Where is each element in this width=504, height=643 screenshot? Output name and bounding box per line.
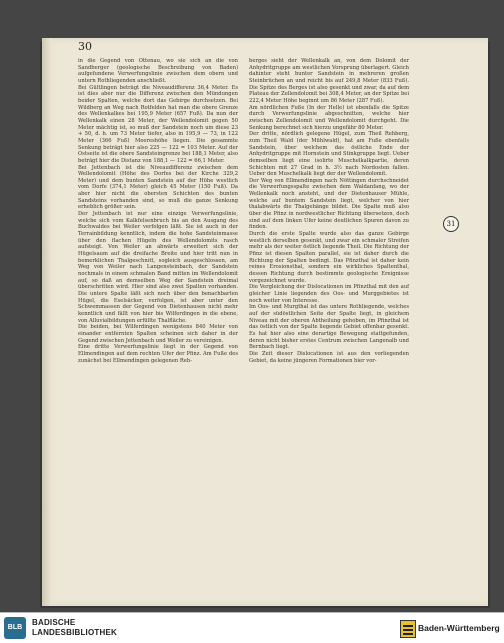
paragraph: Die Vergleichung der Dislocationen im Pfinzthal mit den auf gleicher Linie liegenden des Oos- und Murggebietes ist noch weiter von Interesse.: [249, 284, 409, 304]
paragraph: Der dritte, nördlich gelegene Hügel, zum Theil Rehberg, zum Theil Wald (der Mühlwald), hat am Fuße ebenfalls Sandstein, über welchem das östliche Ende der Anhydritgruppe mit Hornstein und Stinkgruppe liegt. Ueber demselben liegt eine isolirte Muschelkalkpartie, deren Schichten mit 27 Grad in h. 3½ nach Nordosten fallen. Ueber den Muschelkalk liegt der der Wellendolomit.: [249, 131, 409, 178]
paragraph: Der Weg von Ellmendingen nach Nöttingen durchschneidet die Verwerfungsspalte zwischen dem Waldanfang, wo der Wellenkalk noch ansteht, und der Dietenhauser Mühle, welche auf buntem Sandstein liegt, welcher von hier thalabwärts die Thalgehänge bildet. Die Spalte muß also über die Pfinz in nordwestlicher Richtung übersetzen, doch sind auf dem linken Ufer keine deutlichen Spuren davon zu finden.: [249, 177, 409, 231]
blb-logo[interactable]: BLB: [4, 617, 26, 639]
library-name-line1: BADISCHE: [32, 618, 76, 627]
margin-page-marker[interactable]: 31: [443, 216, 459, 232]
paragraph: Die Zeit dieser Dislocationen ist aus den vorliegenden Gebiet, da keine jüngeren Formationen hier vor-: [249, 350, 409, 364]
paragraph: Am nördlichen Fuße (In der Helle) ist ebenfalls die Spitze durch Verwerfungslinie abgeschnitten, welche hier zwischen Zellendolomit und Wellendolomit durchgeht. Die Senkung berechnet sich hierzu ungefähr 80 Meter.: [249, 104, 409, 131]
page-gutter: [42, 38, 52, 606]
text-column-left: [78, 58, 238, 364]
footer-bar: [0, 612, 504, 643]
paragraph: Die beiden, bei Wilferdingen wenigstens 840 Meter von einander entfernten Spalten scheinen sich daher in der Gegend zwischen Jettenbach und Weiler zu vereinigen.: [78, 324, 238, 344]
paragraph: Bei Jettenbach ist die Niveaudifferenz zwischen dem Wellendolomit (Höhe des Dorfes bei der Kirche 329,2 Meter) und dem bunten Sandstein auf der Höhe westlich vom Dorfe (374,1 Meter) gleich 45 Meter (150 Fuß). Da aber hier nicht die obersten Schichten des bunten Sandsteins vorhanden sind, so muß die ganze Senkung erheblich größer sein.: [78, 164, 238, 211]
paragraph: Durch die erste Spalte wurde also das ganze Gebirge westlich derselben gesenkt, und zwar ein schmaler Streifen mehr als der weiter östlich liegende Theil. Die Richtung der Pfinz ist diesen Spalten parallel, sie ist daher durch die Richtung der Spalten bedingt. Das Pfinzthal ist daher kein reines Erosionsthal, sondern ein wirkliches Spaltenthal, dessen Richtung durch bestimmte geologische Ereignisse vorgezeichnet wurde.: [249, 231, 409, 284]
paragraph: in die Gegend von Ottenau, wo sie sich an die von Sandberger (geologische Beschreibung von Baden) aufgefundene Verwerfungslinie zwischen dem obern und untern Rothliegenden anschließt.: [78, 58, 238, 84]
library-name-line2: LANDESBIBLIOTHEK: [32, 628, 117, 637]
text-column-right: [249, 58, 409, 364]
paragraph: Im Oos- und Murgthal ist das untere Rothliegende, welches auf der südöstlichen Seite der Spalte liegt, in gleichem Niveau mit der oberen Abtheilung gehoben, im Pfinzthal ist das östlich von der Spalte liegende Gebiet offenbar gesenkt. Es hat hier also eine derartige Bewegung stattgefunden, deren nicht bisher erstes Centrum zwischen Langenalb und Bernbach liegt.: [249, 304, 409, 351]
crest-icon: [400, 620, 416, 638]
library-name: [32, 618, 117, 638]
paragraph: Eine dritte Verwerfungslinie liegt in der Gegend von Ellmendingen auf dem rechten Ufer der Pfinz. Am Fuße des zunächst bei Ellmendingen gelegenen Reh-: [78, 344, 238, 364]
partner-name[interactable]: Baden-Württemberg: [418, 623, 500, 633]
paragraph: berges sieht der Wellenkalk an, von dem Dolomit der Anhydritgruppe am westlichen Vorsprung überlagert. Gleich dahinter steht bunter Sandstein in mehreren großen Steinbrüchen an und reicht bis auf 249,8 Meter (833 Fuß). Die Spitze des Berges ist also gesenkt und zwar, da auf dem Plateau der Zellendolomit bei 308,4 Meter, an der Spitze bei 222,4 Meter Höhe beginnt um 86 Meter (287 Fuß).: [249, 58, 409, 104]
paragraph: Der Jettenbach ist nur eine einzige Verwerfungslinie, welche sich vom Kalkfelsenbruch bis an den Ausgang des Buchwaldes bei Weiler verfolgen läßt. Sie ist auch in der Terrainbildung kenntlich, indem die hohe Sandsteinmasse über den flachen Hügeln des Wellendolomits rasch aufsteigt. Von Weiler an abwärts erweitert sich der Hügelsaum auf die dreifache Breite und hier tritt nun in bemerklichen Thalgeschnitt, sogleich ausgeschlossen, am Weg von Weiler nach Langensteinbach, der Sandstein nochmals in einem schmalen Band mitten im Wellendolomit auf, so daß an demselben Weg der Sandstein dreimal überschritten wird. Hier sind also zwei Spalten vorhanden. Die untere Spalte läßt sich noch über den benachbarten Hügel, die Eselsäcker, verfolgen, ist aber unter den Schwemmassen der Gegend von Dietenhausen nicht mehr kenntlich und fällt von hier bis Wilferdingen in die ebene, von Alluvialbildungen erfüllte Thalfläche.: [78, 211, 238, 324]
page-number: 30: [78, 40, 92, 53]
paragraph: Bei Gültlingen beträgt die Niveaudifferenz 36,4 Meter. Es ist dies aber nur die Differenz zwischen den Mündungen beider Spalten, welche dort das Gebirge durchsetzen. Bei Wildberg an Weg nach Rotfelden hat man die obere Grenze des Wellenkalkes bei 195,9 Meter (657 Fuß). Da nun der Wellenkalk einen 28 Meter, der Wellendolomit gegen 50 Meter mächtig ist, so muß der Sandstein noch um diese 23 + 50, d. h. um 73 Meter tiefer, also in 195,9 — 73, in 122 Meter (366 Fuß) Meereshöhe liegen. Die gesammte Senkung beträgt hier also 225 — 122 = 103 Meter. Auf der Ostseite ist die obere Sandsteingrenze bei 188,1 Meter, also beträgt hier die Distanz von 188,1 — 122 = 66,1 Meter.: [78, 84, 238, 164]
